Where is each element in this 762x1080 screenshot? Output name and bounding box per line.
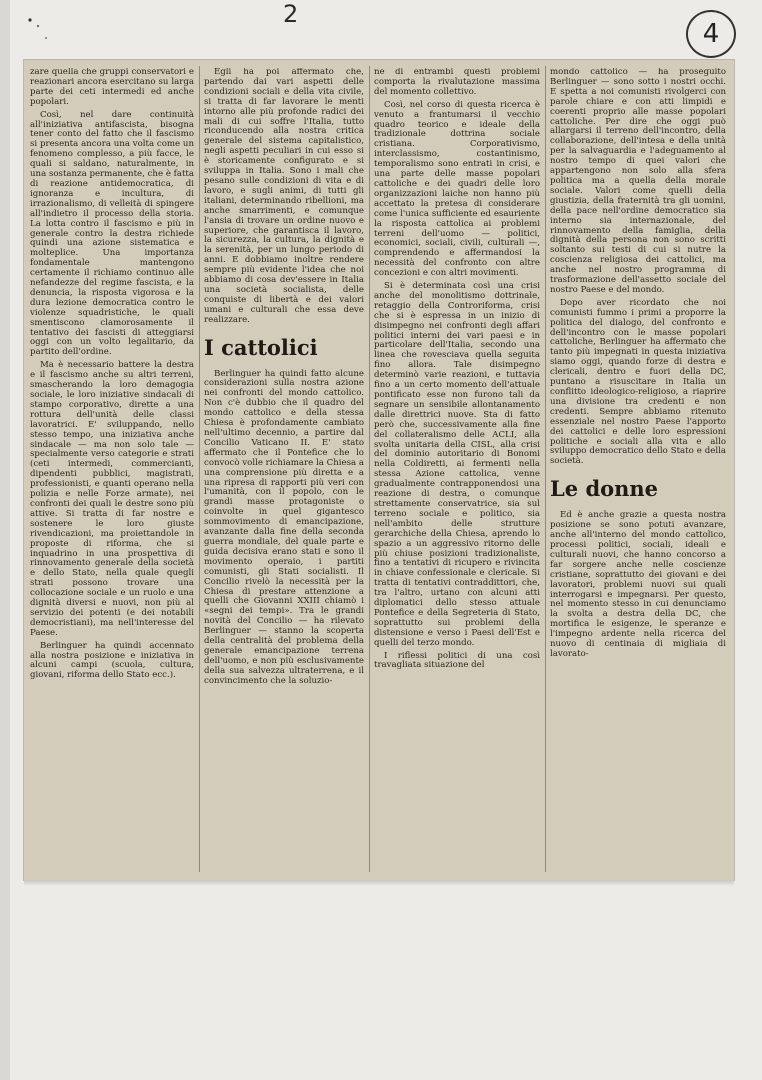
column-1 [30, 68, 194, 874]
section-heading-cattolici: I cattolici [204, 334, 318, 360]
paragraph: Ed è anche grazie a questa nostra posizione se sono potuti avanzare, anche all'interno del mondo cattolico, processi politici, sociali, ideali e culturali nuovi, che hanno concorso a far sorgere anche nelle coscienze cristiane, soprattutto dei giovani e dei lavoratori, problemi nuovi sui quali interrogarsi e impegnarsi. Per questo, nel momento stesso in cui denunciamo la svolta a destra della DC, che mortifica le esigenze, le speranze e l'impegno ardente nella ricerca del nuovo di centinaia di migliaia di lavorato- [550, 510, 726, 659]
newspaper-clipping [24, 60, 734, 880]
section-heading-donne: Le donne [550, 476, 659, 502]
paragraph: I riflessi politici di una così travagliata situazione del [374, 650, 540, 671]
column-2 [204, 68, 364, 874]
dust-specks [22, 14, 58, 44]
paragraph: Ma è necessario battere la destra e il fascismo anche su altri terreni, smascherando la loro demagogia sociale, le loro iniziative sindacali di stampo corporativo, dirette a una rottura dell'unità delle classi lavoratrici. E' sviluppando, nello stesso tempo, una iniziativa anche sindacale — ma non solo tale — specialmente verso categorie e strati (ceti intermedi, commercianti, dipendenti pubblici, magistrati, professionisti, e quanti operano nella polizia e nelle Forze armate), nei confronti dei quali le destre sono più attive. Si tratta di far nostre e sostenere le loro giuste rivendicazioni, ma proiettandole in proposte di riforma, che si inquadrino in una prospettiva di rinnovamento generale della società e dello Stato, nella quale quegli strati possono trovare una collocazione sociale e un ruolo e una dignità diversi e nuovi, non più al servizio dei potenti (e dei notabili democristiani), ma nell'interesse del Paese. [30, 360, 194, 638]
column-rule [545, 66, 546, 872]
paragraph: Si è determinata così una crisi anche del monolitismo dottrinale, retaggio della Controriforma, crisi che si è espressa in un inizio di disimpegno nei confronti degli affari politici interni dei vari paesi e in particolare dell'Italia, secondo una linea che rovesciava quella seguita fino allora. Tale disimpegno determinò varie reazioni, e tuttavia fino a un certo momento dell'attuale pontificato esse non furono tali da segnare un sensibile allontanamento dalle direttrici nuove. Sta di fatto però che, successivamente alla fine del collateralismo delle ACLI, alla svolta unitaria della CISL, alla crisi del dominio autoritario di Bonomi nella Coldiretti, ai fermenti nella stessa Azione cattolica, venne gradualmente contrapponendosi una reazione di destra, o comunque strettamente conservatrice, sia sul terreno sociale e politico, sia nell'ambito delle strutture gerarchiche della Chiesa, aprendo lo spazio a un aggressivo ritorno delle più chiuse posizioni tradizionaliste, fino a tentativi di ricupero e rivincita in chiave confessionale e clericale. Si tratta di tentativi contraddittori, che, tra l'altro, urtano con alcuni atti diplomatici dello stesso attuale Pontefice e della Segreteria di Stato, soprattutto sui problemi della distensione e verso i Paesi dell'Est e quelli del terzo mondo. [374, 281, 540, 648]
handwritten-mark: 2 [283, 0, 299, 28]
paragraph: Così, nel dare continuità all'iniziativa antifascista, bisogna tener conto del fatto che il fascismo si presenta ancora una volta come un fenomeno complesso, a più facce, le quali si saldano, naturalmente, in una sostanza permanente, che è fatta di reazione antidemocratica, di ignoranza e incultura, di irrazionalismo, di velleità di spingere all'indietro il processo della storia. La lotta contro il fascismo e più in generale contro la destra richiede quindi una azione sistematica e molteplice. Una importanza fondamentale mantengono certamente il richiamo continuo alle nefandezze del regime fascista, e la denuncia, la risposta vigorosa e la dura lezione democratica contro le violenze squadristiche, le quali smentiscono clamorosamente il tentativo dei fascisti di atteggiarsi oggi con un volto legalitario, da partito dell'ordine. [30, 109, 194, 358]
paragraph: Dopo aver ricordato che noi comunisti fummo i primi a proporre la politica del dialogo, del confronto e dell'incontro con le masse popolari cattoliche, Berlinguer ha affermato che tanto più impegnati in questa iniziativa siamo oggi, quando forze di destra e clericali, dentro e fuori della DC, puntano a risuscitare in Italia un conflitto ideologico-religioso, a riaprire una divisione tra credenti e non credenti. Sempre abbiamo ritenuto essenziale nel nostro Paese l'apporto dei cattolici e delle loro espressioni politiche e sociali alla vita e allo sviluppo democratico dello Stato e della società. [550, 297, 726, 467]
paragraph: Così, nel corso di questa ricerca è venuto a frantumarsi il vecchio quadro teorico e ideale della tradizionale dottrina sociale cristiana. Corporativismo, interclassismo, costantinismo, temporalismo sono entrati in crisi, e una parte delle masse popolari cattoliche e dei quadri delle loro organizzazioni laiche non hanno più accettato la pretesa di considerare come l'unica sufficiente ed esauriente la risposta cattolica ai problemi terreni dell'uomo — politici, economici, sociali, civili, culturali —, comprendendo e affermandosi la necessità del confronto con altre concezioni e con altri movimenti. [374, 99, 540, 279]
column-3 [374, 68, 540, 874]
paragraph: zare quella che gruppi conservatori e reazionari ancora esercitano su larga parte dei ceti intermedi ed anche popolari. [30, 68, 194, 107]
column-rule [199, 66, 200, 872]
paragraph: mondo cattolico — ha proseguito Berlinguer — sono sotto i nostri occhi. E spetta a noi comunisti rivolgerci con parole chiare e con atti limpidi e coerenti proprio alle masse popolari cattoliche. Per dire che oggi può allargarsi il terreno dell'incontro, della collaborazione, dell'intesa e della unità per la salvaguardia e l'adeguamento al nostro tempo di quei valori che appartengono non solo alla sfera politica ma a quella della morale sociale. Valori come quelli della giustizia, della fraternità tra gli uomini, della pace nell'ordine democratico sia interno sia internazionale, del rinnovamento della famiglia, della dignità della persona non sono scritti soltanto sui testi di cui si nutre la coscienza religiosa dei cattolici, ma anche nel nostro programma di trasformazione dell'assetto sociale del nostro Paese e del mondo. [550, 68, 726, 295]
paragraph: Berlinguer ha quindi accennato alla nostra posizione e iniziativa in alcuni campi (scuola, cultura, giovani, riforma dello Stato ecc.). [30, 640, 194, 681]
page-number-circled: 4 [686, 10, 736, 58]
paragraph: Egli ha poi affermato che, partendo dai vari aspetti delle condizioni sociali e della vita civile, si tratta di far lavorare le menti intorno alle più profonde radici dei mali di cui soffre l'Italia, tutto riconducendo alla nostra critica generale del sistema capitalistico, negli aspetti peculiari in cui esso si è storicamente configurato e si sviluppa in Italia. Sono i mali che pesano sulle condizioni di vita e di lavoro, e sugli animi, di tutti gli italiani, determinando ribellioni, ma anche smarrimenti, e comunque l'ansia di trovare un ordine nuovo e superiore, che garantisca il lavoro, la sicurezza, la cultura, la dignità e la serenità, per un lungo periodo di anni. E dobbiamo inoltre rendere sempre più evidente l'idea che noi abbiamo di cosa dev'essere in Italia una società socialista, delle conquiste di libertà e dei valori umani e culturali che essa deve realizzare. [204, 68, 364, 325]
scan-edge [0, 0, 10, 1080]
paragraph: Berlinguer ha quindi fatto alcune considerazioni sulla nostra azione nei confronti del mondo cattolico. Non c'è dubbio che il quadro del mondo cattolico e della stessa Chiesa è profondamente cambiato nell'ultimo decennio, a partire dal Concilio Vaticano II. E' stato affermato che il Pontefice che lo convocò volle richiamare la Chiesa a una comprensione più diretta e a una ripresa di rapporti più veri con l'umanità, con il popolo, con le grandi masse protagoniste o coinvolte in quel gigantesco sommovimento di emancipazione, avanzante dalla fine della seconda guerra mondiale, del quale parte e guida decisiva erano stati e sono il movimento operaio, i partiti comunisti, gli Stati socialisti. Il Concilio rivelò la necessità per la Chiesa di prestare attenzione a quelli che Giovanni XXIII chiamò i «segni dei tempi». Tra le grandi novità del Concilio — ha rilevato Berlinguer — stanno la scoperta della centralità del problema della generale emancipazione terrena dell'uomo, e non più esclusivamente della sua salvezza ultraterrena, e il convincimento che la soluzio- [204, 368, 364, 686]
clipping-shadow [24, 880, 734, 886]
paragraph: ne di entrambi questi problemi comporta la rivalutazione massima del momento collettivo. [374, 68, 540, 97]
column-4 [550, 68, 726, 874]
column-rule [369, 66, 370, 872]
